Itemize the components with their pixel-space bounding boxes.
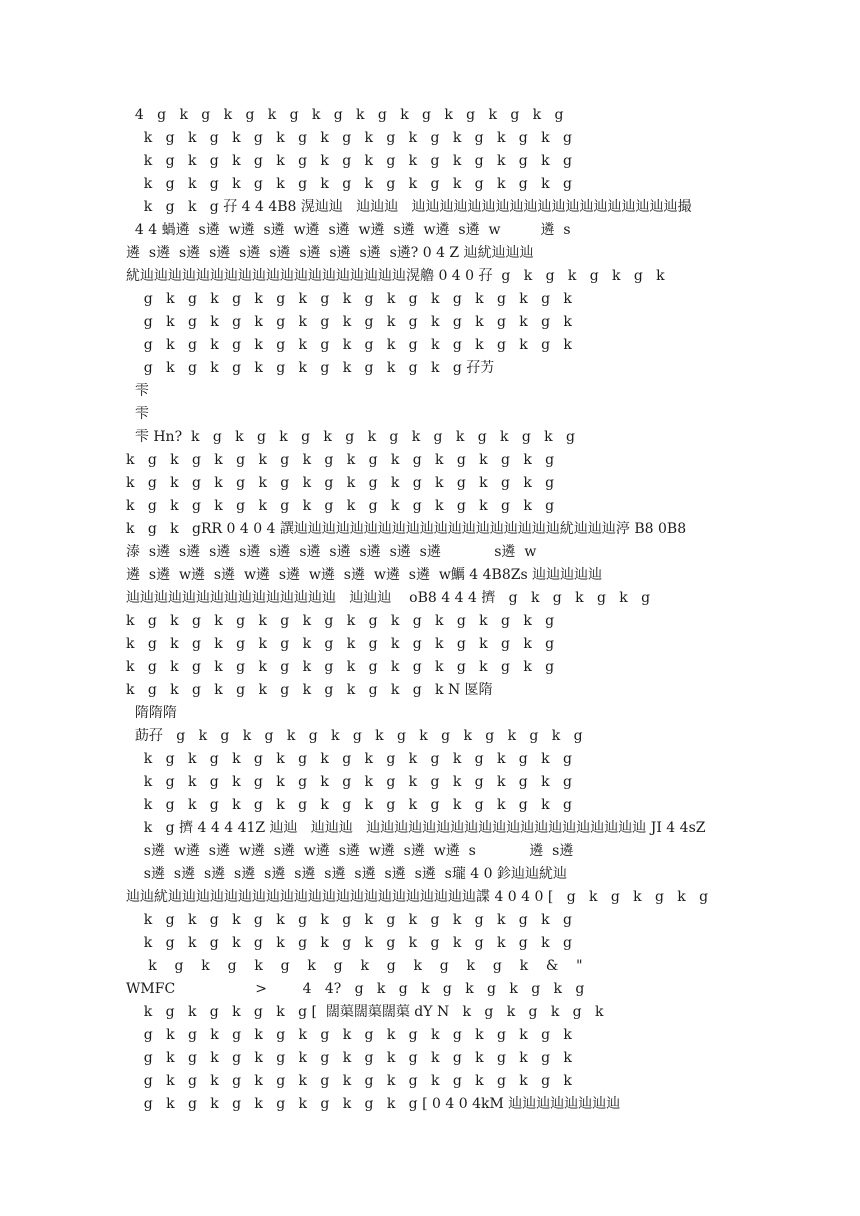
text-line: 紌辿辿辿辿辿辿辿辿辿辿辿辿辿辿辿辿辿辿辿滉艪 0 4 0 孖 g k g k g k g k xyxy=(126,268,665,284)
text-line: g k g k g k g k g k g k g k g k g k g k xyxy=(126,291,572,307)
text-line: k g k g k g k g k g k g k g k g k g k g xyxy=(126,452,555,468)
text-line: k g k g k g k g k g k g k g k g k g k g xyxy=(126,176,572,192)
text-line: k g k g k g k g k g k g k g k g k g k g xyxy=(126,153,572,169)
text-line: g k g k g k g k g k g k g k g k g k g k xyxy=(126,1050,572,1066)
text-line: k g k gRR 0 4 0 4 譔辿辿辿辿辿辿辿辿辿辿辿辿辿辿辿辿辿辿辿紌辿辿辿渟 B8 0B8 xyxy=(126,521,687,537)
text-line: 辿辿紌辿辿辿辿辿辿辿辿辿辿辿辿辿辿辿辿辿辿辿辿辿辿諜 4 0 4 0 [ g k g k g k g xyxy=(126,889,709,905)
text-line: WMFC > 4 4? g k g k g k g k g k g xyxy=(126,981,585,997)
text-line: 雫 Hn? k g k g k g k g k g k g k g k g k g xyxy=(126,429,575,445)
text-line: k g k g k g k g k g k g k g k g k g k g xyxy=(126,613,555,629)
text-line: k g k g k g k g k g k g k g k & " xyxy=(126,958,583,974)
text-line: s遴 s遴 s遴 s遴 s遴 s遴 s遴 s遴 s遴 s遴 s瓏 4 0 鉁辿辿紌辿 xyxy=(126,866,567,882)
text-line: k g k g k g k g k g k g k g k g k g k g xyxy=(126,935,572,951)
text-line: 雫 xyxy=(126,383,149,399)
text-line: 4 4 蝸遴 s遴 w遴 s遴 w遴 s遴 w遴 s遴 w遴 s遴 w 遴 s xyxy=(126,222,571,238)
text-line: 4 g k g k g k g k g k g k g k g k g k g xyxy=(126,107,564,123)
text-line: k g k g k g k g k g k g k g k g k g k g xyxy=(126,636,555,652)
text-line: g k g k g k g k g k g k g k g k g k g k xyxy=(126,1027,572,1043)
text-line: 溙 s遴 s遴 s遴 s遴 s遴 s遴 s遴 s遴 s遴 s遴 s遴 w xyxy=(126,544,537,560)
text-line: 辿辿辿辿辿辿辿辿辿辿辿辿辿辿辿 辿辿辿 oB8 4 4 4 擠 g k g k g k g xyxy=(126,590,651,606)
text-line: k g k g k g k g k g k g k g k N 匽隋 xyxy=(126,682,493,698)
text-line: k g 擠 4 4 4 41Z 辿辿 辿辿辿 辿辿辿辿辿辿辿辿辿辿辿辿辿辿辿辿辿辿辿辿 JI 4 4sZ xyxy=(126,820,706,836)
text-line: k g k g k g k g k g k g k g k g k g k g xyxy=(126,659,555,675)
text-line: g k g k g k g k g k g k g k g 孖艻 xyxy=(126,360,495,376)
text-line: 遴 s遴 s遴 s遴 s遴 s遴 s遴 s遴 s遴 s遴? 0 4 Z 辿紌辿辿辿 xyxy=(126,245,534,261)
text-line: k g k g 孖 4 4 4B8 滉辿辿 辿辿辿 辿辿辿辿辿辿辿辿辿辿辿辿辿辿辿辿辿辿辿撮 xyxy=(126,199,692,215)
text-line: 莇孖 g k g k g k g k g k g k g k g k g k g xyxy=(126,728,583,744)
text-line: g k g k g k g k g k g k g k g k g k g k xyxy=(126,1073,572,1089)
text-line: k g k g k g k g k g k g k g k g k g k g xyxy=(126,751,572,767)
text-line: g k g k g k g k g k g k g [ 0 4 0 4kM 辿辿辿辿辿辿辿辿 xyxy=(126,1096,621,1112)
text-line: 隋隋隋 xyxy=(126,705,177,721)
text-line: k g k g k g k g k g k g k g k g k g k g xyxy=(126,475,555,491)
text-line: k g k g k g k g k g k g k g k g k g k g xyxy=(126,774,572,790)
text-line: g k g k g k g k g k g k g k g k g k g k xyxy=(126,337,572,353)
text-line: k g k g k g k g k g k g k g k g k g k g xyxy=(126,498,555,514)
text-line: k g k g k g k g k g k g k g k g k g k g xyxy=(126,797,572,813)
text-line: k g k g k g k g k g k g k g k g k g k g xyxy=(126,912,572,928)
text-line: g k g k g k g k g k g k g k g k g k g k xyxy=(126,314,572,330)
text-line: s遴 w遴 s遴 w遴 s遴 w遴 s遴 w遴 s遴 w遴 s 遴 s遴 xyxy=(126,843,574,859)
text-line: 遴 s遴 w遴 s遴 w遴 s遴 w遴 s遴 w遴 s遴 w鱱 4 4B8Zs 辿辿辿辿辿 xyxy=(126,567,603,583)
text-line: k g k g k g k g [ 闊蕖闊蕖闊蕖 dY N k g k g k g k xyxy=(126,1004,604,1020)
text-line: k g k g k g k g k g k g k g k g k g k g xyxy=(126,130,572,146)
text-line: 雫 xyxy=(126,406,149,422)
